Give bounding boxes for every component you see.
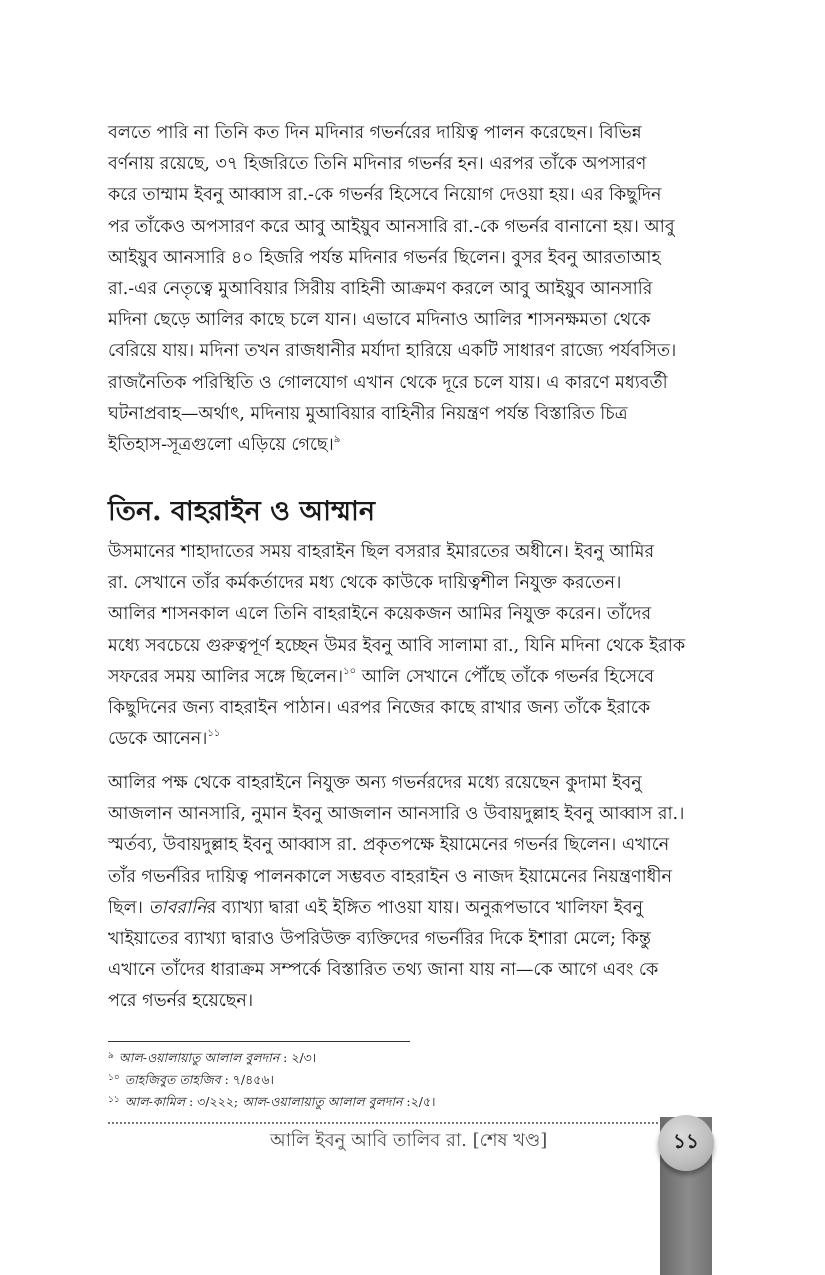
paragraph-text: সফরের সময় আলির সঙ্গে ছিলেন। (108, 666, 344, 687)
footnote-source: তাহজিবুত তাহজিব (124, 1072, 221, 1087)
paragraph-line: বর্ণনায় রয়েছে, ৩৭ হিজরিতে তিনি মদিনার গভর্নর হন। এরপর তাঁকে অপসারণ (108, 154, 647, 175)
footnote-ref-10[interactable]: ১০ (343, 665, 357, 677)
footnote-ref: : ৭/৪৫৬। (220, 1072, 274, 1087)
footnote-ref: : ৩/২২২; (185, 1094, 243, 1109)
footnote-source: আল-কামিল (124, 1094, 186, 1109)
footnote-source: আল-ওয়ালায়াতু আলাল বুলদান (242, 1094, 403, 1109)
paragraph-line: মদিনা ছেড়ে আলির কাছে চলে যান। এভাবে মদিনাও আলির শাসনক্ষমতা থেকে (108, 310, 651, 331)
paragraph-line: ঘটনাপ্রবাহ—অর্থাৎ, মদিনায় মুআবিয়ার বাহিনীর নিয়ন্ত্রণ পর্যন্ত বিস্তারিত চিত্র (108, 403, 628, 424)
footnote-divider (108, 1041, 410, 1042)
paragraph-line: উসমানের শাহাদাতের সময় বাহরাইন ছিল বসরার ইমারতের অধীনে। ইবনু আমির (108, 542, 655, 562)
paragraph-line: খাইয়াতের ব্যাখ্যা দ্বারাও উপরিউক্ত ব্যক্তিদের গভর্নরির দিকে ইশারা মেলে; কিন্তু (108, 929, 651, 950)
paragraph-line: আলির শাসনকাল এলে তিনি বাহরাইনে কয়েকজন আমির নিযুক্ত করেন। তাঁদের (108, 604, 652, 625)
paragraph-line: মধ্যে সবচেয়ে গুরুত্বপূর্ণ হচ্ছেন উমর ইবনু আবি সালামা রা., যিনি মদিনা থেকে ইরাক (108, 635, 686, 656)
paragraph-2 (108, 537, 715, 755)
paragraph-line: আজলান আনসারি, নুমান ইবনু আজলান আনসারি ও উবায়দুল্লাহ ইবনু আব্বাস রা.। (108, 804, 685, 825)
paragraph-line: এখানে তাঁদের ধারাক্রম সম্পর্কে বিস্তারিত তথ্য জানা যায় না—কে আগে এবং কে (108, 960, 659, 981)
paragraph-line: রাজনৈতিক পরিস্থিতি ও গোলযোগ এখান থেকে দূরে চলে যায়। এ কারণে মধ্যবর্তী (108, 372, 668, 393)
footnote-ref-9[interactable]: ৯ (333, 434, 341, 446)
paragraph-line: করে তাম্মাম ইবনু আব্বাস রা.-কে গভর্নর হিসেবে নিয়োগ দেওয়া হয়। এর কিছুদিন (108, 185, 662, 206)
footnote-number: ১১ (108, 1095, 120, 1105)
paragraph-line (108, 662, 715, 693)
footer-divider (108, 1122, 698, 1124)
paragraph-text: ছিল। (108, 897, 149, 918)
footnote-number: ১০ (108, 1073, 120, 1083)
paragraph-line: পর তাঁকেও অপসারণ করে আবু আইয়ুব আনসারি রা.-কে গভর্নর বানানো হয়। আবু (108, 216, 675, 237)
footnote-number: ৯ (108, 1051, 114, 1061)
paragraph-3 (108, 768, 715, 1018)
paragraph-line: বলতে পারি না তিনি কত দিন মদিনার গভর্নরের দায়িত্ব পালন করেছেন। বিভিন্ন (108, 123, 642, 143)
footnote-ref-11[interactable]: ১১ (207, 728, 221, 740)
footnote-10 (108, 1068, 608, 1090)
paragraph-line: আইয়ুব আনসারি ৪০ হিজরি পর্যন্ত মদিনার গভর্নর ছিলেন। বুসর ইবনু আরতাআহ (108, 247, 661, 268)
paragraph-line: রা. সেখানে তাঁর কর্মকর্তাদের মধ্য থেকে কাউকে দায়িত্বশীল নিযুক্ত করতেন। (108, 573, 622, 594)
footnote-ref: : ২/৩। (279, 1050, 317, 1065)
paragraph-line: আলির পক্ষ থেকে বাহরাইনে নিযুক্ত অন্য গভর্নরদের মধ্যে রয়েছেন কুদামা ইবনু (108, 773, 642, 793)
paragraph-1 (108, 118, 715, 461)
paragraph-line (108, 724, 715, 755)
paragraph-text: র ব্যাখ্যা দ্বারা এই ইঙ্গিত পাওয়া যায়। অনুরূপভাবে খালিফা ইবনু (206, 897, 644, 918)
section-heading: তিন. বাহরাইন ও আম্মান (108, 496, 375, 527)
paragraph-line: তাঁর গভর্নরির দায়িত্ব পালনকালে সম্ভবত বাহরাইন ও নাজদ ইয়ামেনের নিয়ন্ত্রণাধীন (108, 866, 672, 887)
footnote-ref: :২/৫। (402, 1094, 436, 1109)
paragraph-text: আলি সেখানে পৌঁছে তাঁকে গভর্নর হিসেবে (356, 666, 654, 687)
paragraph-line (108, 893, 715, 924)
page-number: ১১ (673, 1129, 699, 1153)
footnote-11 (108, 1090, 608, 1112)
footnotes (108, 1046, 608, 1112)
footnote-source: আল-ওয়ালায়াতু আলাল বুলদান (118, 1050, 280, 1065)
italic-source-name: তাবরানি (148, 897, 207, 918)
footnote-9 (108, 1046, 608, 1068)
paragraph-line: পরে গভর্নর হয়েছেন। (108, 991, 254, 1012)
paragraph-line: বেরিয়ে যায়। মদিনা তখন রাজধানীর মর্যাদা হারিয়ে একটি সাধারণ রাজ্যে পর্যবসিত। (108, 341, 677, 362)
paragraph-text: ডেকে আনেন। (108, 729, 208, 750)
paragraph-text: ইতিহাস-সূত্রগুলো এড়িয়ে গেছে। (108, 435, 334, 456)
running-title: আলি ইবনু আবি তালিব রা. [শেষ খণ্ড] (270, 1130, 548, 1151)
paragraph-line: স্মর্তব্য, উবায়দুল্লাহ ইবনু আব্বাস রা. প্রকৃতপক্ষে ইয়ামেনের গভর্নর ছিলেন। এখানে (108, 835, 670, 856)
paragraph-line: রা.-এর নেতৃত্বে মুআবিয়ার সিরীয় বাহিনী আক্রমণ করলে আবু আইয়ুব আনসারি (108, 279, 653, 300)
paragraph-line (108, 430, 715, 461)
paragraph-line: কিছুদিনের জন্য বাহরাইন পাঠান। এরপর নিজের কাছে রাখার জন্য তাঁকে ইরাকে (108, 698, 651, 719)
